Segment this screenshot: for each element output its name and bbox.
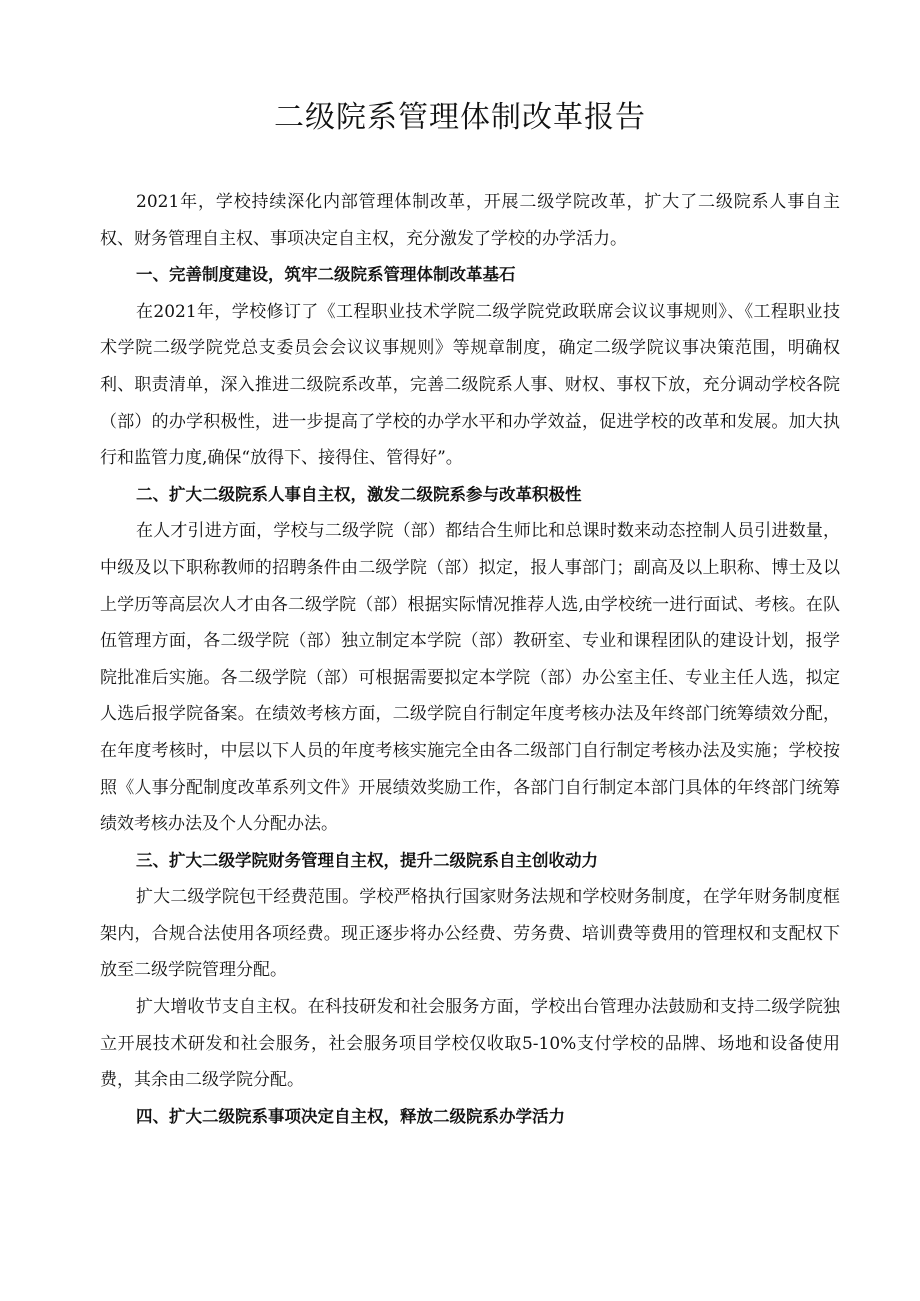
document-body xyxy=(100,184,840,1135)
section-heading-1: 一、完善制度建设，筑牢二级院系管理体制改革基石 xyxy=(136,265,516,285)
section-1-paragraph: 在2021年，学校修订了《工程职业技术学院二级学院党政联席会议议事规则》、《工程职业技术学院二级学院党总支委员会会议议事规则》等规章制度，确定二级学院议事决策范围，明确权利、职责清单，深入推进二级院系改革，完善二级院系人事、财权、事权下放，充分调动学校各院（部）的办学积极性，进一步提高了学校的办学水平和办学效益，促进学校的改革和发展。加大执行和监管力度,确保“放得下、接得住、管得好”。 xyxy=(100,301,840,469)
section-heading-4: 四、扩大二级院系事项决定自主权，释放二级院系办学活力 xyxy=(136,1106,565,1126)
document-title: 二级院系管理体制改革报告 xyxy=(274,100,646,135)
intro-paragraph: 2021年，学校持续深化内部管理体制改革，开展二级学院改革，扩大了二级院系人事自主权、财务管理自主权、事项决定自主权，充分激发了学校的办学活力。 xyxy=(100,192,840,249)
section-heading-3: 三、扩大二级学院财务管理自主权，提升二级院系自主创收动力 xyxy=(136,850,598,870)
section-3-paragraph-2: 扩大增收节支自主权。在科技研发和社会服务方面，学校出台管理办法鼓励和支持二级学院独立开展技术研发和社会服务，社会服务项目学校仅收取5-10%支付学校的品牌、场地和设备使用费，其余由二级学院分配。 xyxy=(100,997,840,1091)
section-2-paragraph: 在人才引进方面，学校与二级学院（部）都结合生师比和总课时数来动态控制人员引进数量，中级及以下职称教师的招聘条件由二级学院（部）拟定，报人事部门；副高及以上职称、博士及以上学历等高层次人才由各二级学院（部）根据实际情况推荐人选,由学校统一进行面试、考核。在队伍管理方面，各二级学院（部）独立制定本学院（部）教研室、专业和课程团队的建设计划，报学院批准后实施。各二级学院（部）可根据需要拟定本学院（部）办公室主任、专业主任人选，拟定人选后报学院备案。在绩效考核方面，二级学院自行制定年度考核办法及年终部门统筹绩效分配，在年度考核时，中层以下人员的年度考核实施完全由各二级部门自行制定考核办法及实施；学校按照《人事分配制度改革系列文件》开展绩效奖励工作，各部门自行制定本部门具体的年终部门统筹绩效考核办法及个人分配办法。 xyxy=(100,521,840,835)
section-heading-2: 二、扩大二级院系人事自主权，激发二级院系参与改革积极性 xyxy=(136,484,582,504)
section-3-paragraph-1: 扩大二级学院包干经费范围。学校严格执行国家财务法规和学校财务制度，在学年财务制度框架内，合规合法使用各项经费。现正逐步将办公经费、劳务费、培训费等费用的管理权和支配权下放至二级学院管理分配。 xyxy=(100,887,840,981)
